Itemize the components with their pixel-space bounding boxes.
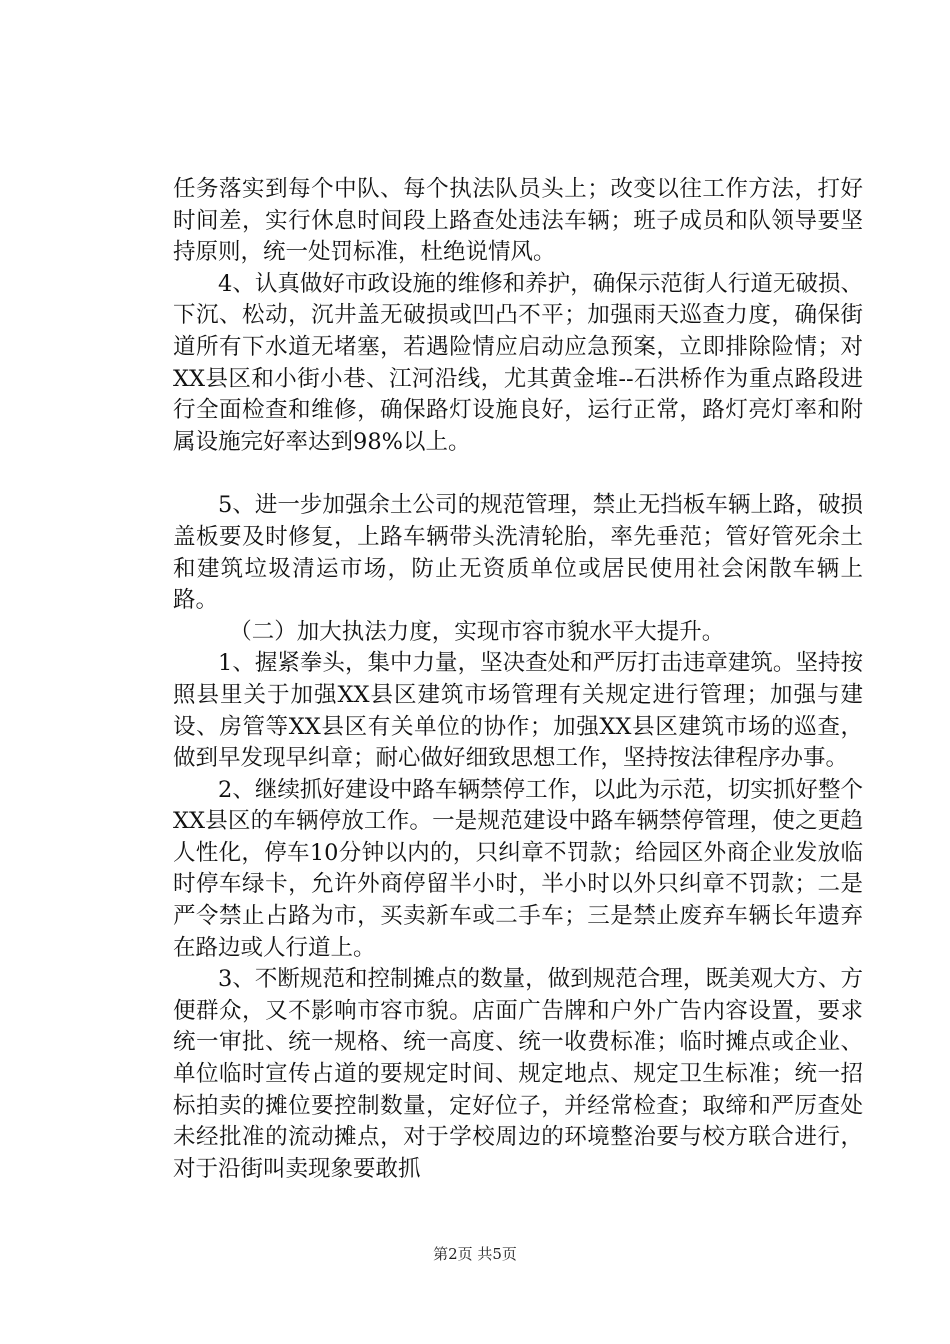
paragraph-spacer: [173, 458, 863, 490]
section-heading-2: （二）加大执法力度，实现市容市貌水平大提升。: [229, 618, 725, 645]
document-body: [173, 174, 863, 1185]
paragraph-section2-item-3: 3、不断规范和控制摊点的数量，做到规范合理，既美观大方、方便群众，又不影响市容市貌。店面广告牌和户外广告内容设置，要求统一审批、统一规格、统一高度、统一收费标准；临时摊点或企业、单位临时宣传占道的要规定时间、规定地点、规定卫生标准；统一招标拍卖的摊位要控制数量，定好位子，并经常检查；取缔和严厉查处未经批准的流动摊点，对于学校周边的环境整治要与校方联合进行，对于沿街叫卖现象要敢抓: [173, 966, 863, 1182]
paragraph-section2-item-2: 2、继续抓好建设中路车辆禁停工作，以此为示范，切实抓好整个XX县区的车辆停放工作。一是规范建设中路车辆禁停管理，使之更趋人性化，停车10分钟以内的，只纠章不罚款；给园区外商企业发放临时停车绿卡，允许外商停留半小时，半小时以外只纠章不罚款；二是严令禁止占路为市，买卖新车或二手车；三是禁止废弃车辆长年遗弃在路边或人行道上。: [173, 776, 863, 961]
paragraph-item-4: 4、认真做好市政设施的维修和养护，确保示范街人行道无破损、下沉、松动，沉井盖无破损或凹凸不平；加强雨天巡查力度，确保街道所有下水道无堵塞，若遇险情应启动应急预案，立即排除险情；对XX县区和小街小巷、江河沿线，尤其黄金堆--石洪桥作为重点路段进行全面检查和维修，确保路灯设施良好，运行正常，路灯亮灯率和附属设施完好率达到98%以上。: [173, 270, 863, 455]
paragraph-section2-item-1: 1、握紧拳头，集中力量，坚决查处和严厉打击违章建筑。坚持按照县里关于加强XX县区建筑市场管理有关规定进行管理；加强与建设、房管等XX县区有关单位的协作；加强XX县区建筑市场的巡查，做到早发现早纠章；耐心做好细致思想工作，坚持按法律程序办事。: [173, 650, 863, 772]
paragraph-continuation: 任务落实到每个中队、每个执法队员头上；改变以往工作方法，打好时间差，实行休息时间段上路查处违法车辆；班子成员和队领导要坚持原则，统一处罚标准，杜绝说情风。: [173, 176, 863, 266]
page-number-footer: 第2页 共5页: [433, 1245, 517, 1263]
paragraph-item-5: 5、进一步加强余土公司的规范管理，禁止无挡板车辆上路，破损盖板要及时修复，上路车辆带头洗清轮胎，率先垂范；管好管死余土和建筑垃圾清运市场，防止无资质单位或居民使用社会闲散车辆上路。: [173, 492, 863, 614]
